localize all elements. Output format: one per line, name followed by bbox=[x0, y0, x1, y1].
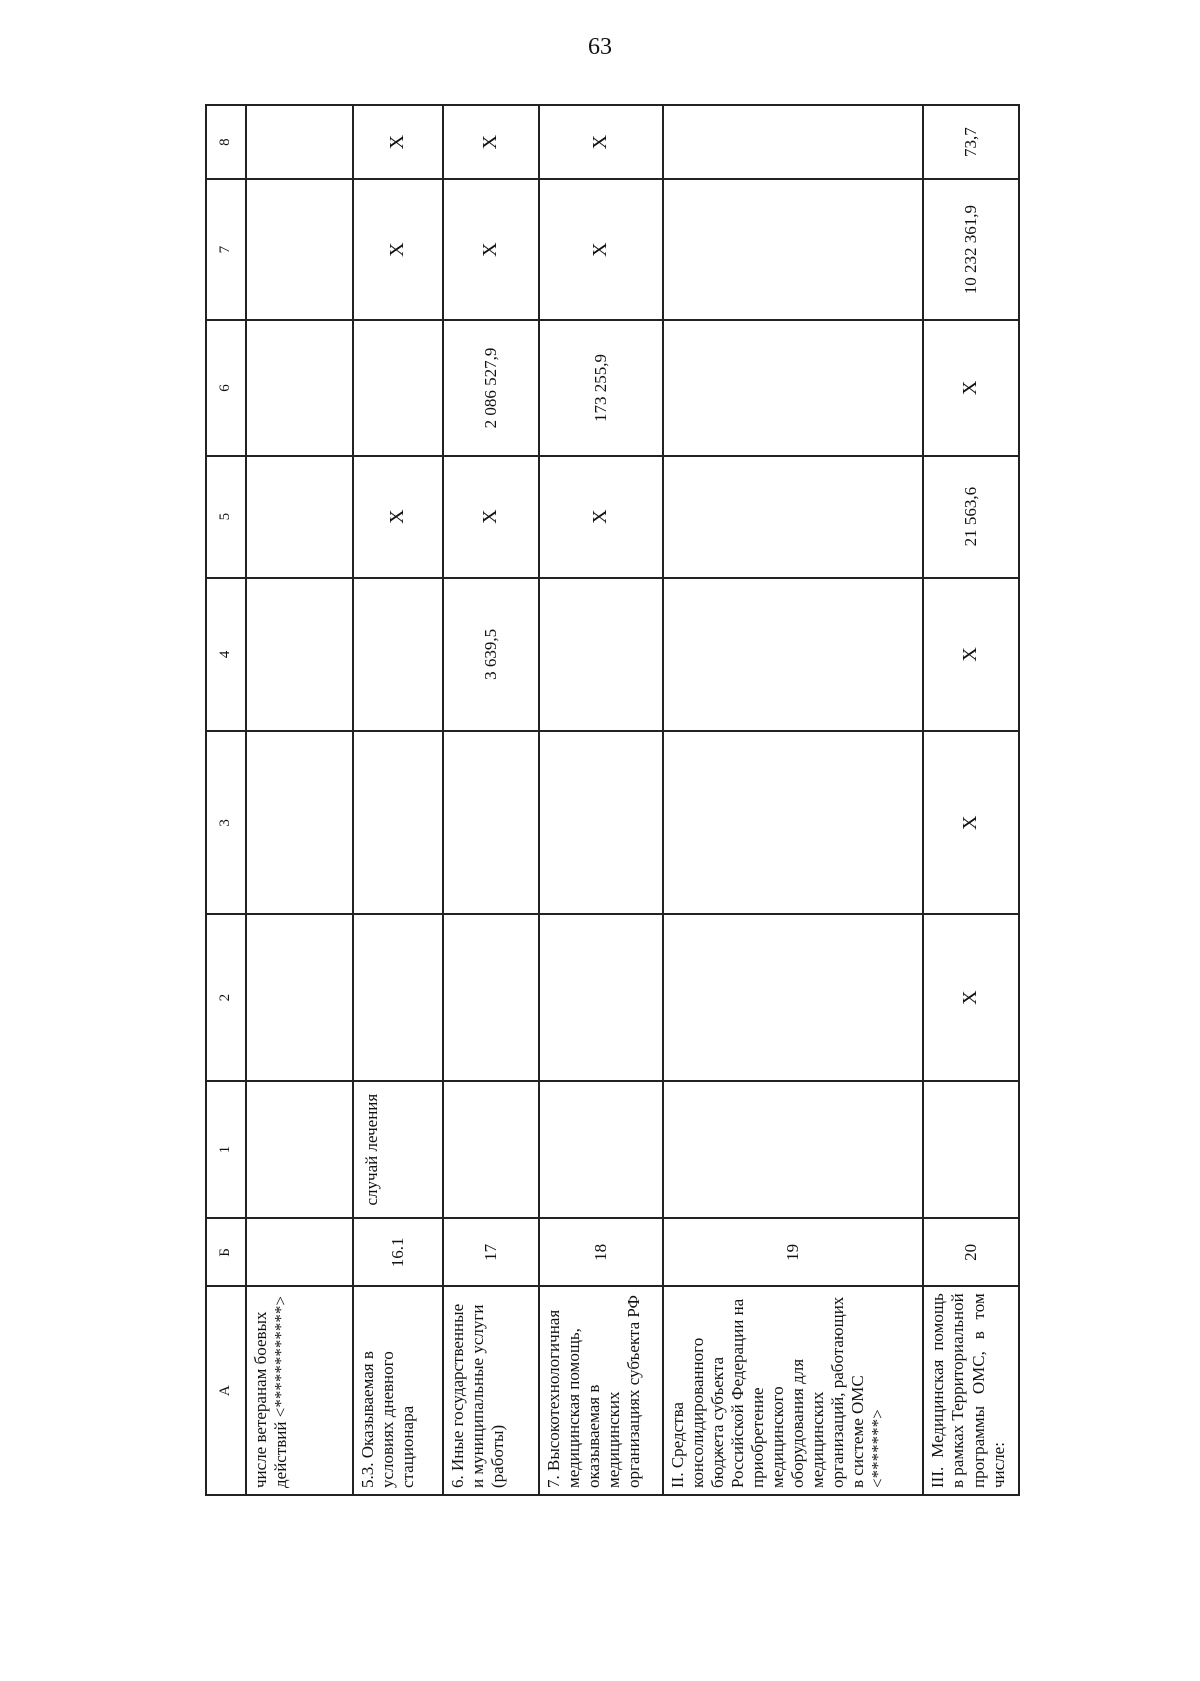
value-cell bbox=[663, 578, 924, 732]
row-code: 16.1 bbox=[353, 1219, 443, 1287]
table-row bbox=[923, 105, 1019, 1495]
row-code: 17 bbox=[443, 1219, 539, 1287]
value-cell bbox=[663, 105, 924, 179]
table-row bbox=[539, 105, 663, 1495]
value-cell bbox=[246, 456, 353, 578]
value-cell: X bbox=[923, 320, 1019, 456]
value-cell bbox=[663, 731, 924, 914]
value-cell: X bbox=[539, 105, 663, 179]
header-cell: 3 bbox=[206, 731, 246, 914]
value-cell bbox=[353, 914, 443, 1080]
unit-cell bbox=[246, 1081, 353, 1219]
data-table bbox=[205, 104, 1020, 1496]
unit-cell bbox=[923, 1081, 1019, 1219]
value-cell bbox=[539, 914, 663, 1080]
page-number: 63 bbox=[588, 34, 612, 60]
value-cell: 10 232 361,9 bbox=[923, 179, 1019, 320]
row-label: числе ветеранам боевых действий <************> bbox=[246, 1286, 353, 1495]
row-label: 5.3. Оказываемая в условиях дневного стационара bbox=[353, 1286, 443, 1495]
row-code bbox=[246, 1219, 353, 1287]
unit-cell bbox=[539, 1081, 663, 1219]
value-cell: X bbox=[539, 179, 663, 320]
value-cell bbox=[443, 914, 539, 1080]
table-row bbox=[353, 105, 443, 1495]
value-cell bbox=[353, 320, 443, 456]
unit-cell: случай лечения bbox=[353, 1081, 443, 1219]
value-cell: 2 086 527,9 bbox=[443, 320, 539, 456]
header-cell: Б bbox=[206, 1219, 246, 1287]
value-cell bbox=[246, 320, 353, 456]
row-label: II. Средства консолидированного бюджета субъекта Российской Федерации на приобретение медицинского оборудования для медицинских организаций, работающих в системе ОМС <*******> bbox=[663, 1286, 924, 1495]
header-cell: 2 bbox=[206, 914, 246, 1080]
value-cell: X bbox=[539, 456, 663, 578]
value-cell: 73,7 bbox=[923, 105, 1019, 179]
value-cell bbox=[539, 731, 663, 914]
value-cell: X bbox=[443, 179, 539, 320]
header-cell: 7 bbox=[206, 179, 246, 320]
header-cell: А bbox=[206, 1286, 246, 1495]
value-cell: X bbox=[353, 105, 443, 179]
header-cell: 4 bbox=[206, 578, 246, 732]
row-code: 19 bbox=[663, 1219, 924, 1287]
value-cell bbox=[663, 456, 924, 578]
value-cell bbox=[663, 320, 924, 456]
value-cell: X bbox=[443, 105, 539, 179]
row-code: 20 bbox=[923, 1219, 1019, 1287]
value-cell: 3 639,5 bbox=[443, 578, 539, 732]
value-cell: X bbox=[923, 578, 1019, 732]
value-cell: 173 255,9 bbox=[539, 320, 663, 456]
value-cell: X bbox=[353, 456, 443, 578]
table-row bbox=[663, 105, 924, 1495]
value-cell bbox=[539, 578, 663, 732]
value-cell: 21 563,6 bbox=[923, 456, 1019, 578]
row-label: 6. Иные государственные и муниципальные услуги (работы) bbox=[443, 1286, 539, 1495]
value-cell: X bbox=[923, 914, 1019, 1080]
value-cell: X bbox=[443, 456, 539, 578]
value-cell bbox=[246, 731, 353, 914]
value-cell bbox=[246, 914, 353, 1080]
value-cell bbox=[246, 105, 353, 179]
row-code: 18 bbox=[539, 1219, 663, 1287]
table-row bbox=[246, 105, 353, 1495]
value-cell bbox=[353, 578, 443, 732]
value-cell bbox=[443, 731, 539, 914]
value-cell: X bbox=[353, 179, 443, 320]
unit-cell bbox=[663, 1081, 924, 1219]
header-cell: 6 bbox=[206, 320, 246, 456]
row-label: III. Медицинская помощь в рамках Территориальной программы ОМС, в том числе: bbox=[923, 1286, 1019, 1495]
value-cell bbox=[663, 914, 924, 1080]
unit-cell bbox=[443, 1081, 539, 1219]
value-cell: X bbox=[923, 731, 1019, 914]
header-cell: 1 bbox=[206, 1081, 246, 1219]
table-row bbox=[443, 105, 539, 1495]
value-cell bbox=[353, 731, 443, 914]
header-row bbox=[206, 105, 246, 1495]
value-cell bbox=[663, 179, 924, 320]
value-cell bbox=[246, 578, 353, 732]
row-label: 7. Высокотехнологичная медицинская помощь, оказываемая в медицинских организациях субъекта РФ bbox=[539, 1286, 663, 1495]
header-cell: 5 bbox=[206, 456, 246, 578]
value-cell bbox=[246, 179, 353, 320]
header-cell: 8 bbox=[206, 105, 246, 179]
